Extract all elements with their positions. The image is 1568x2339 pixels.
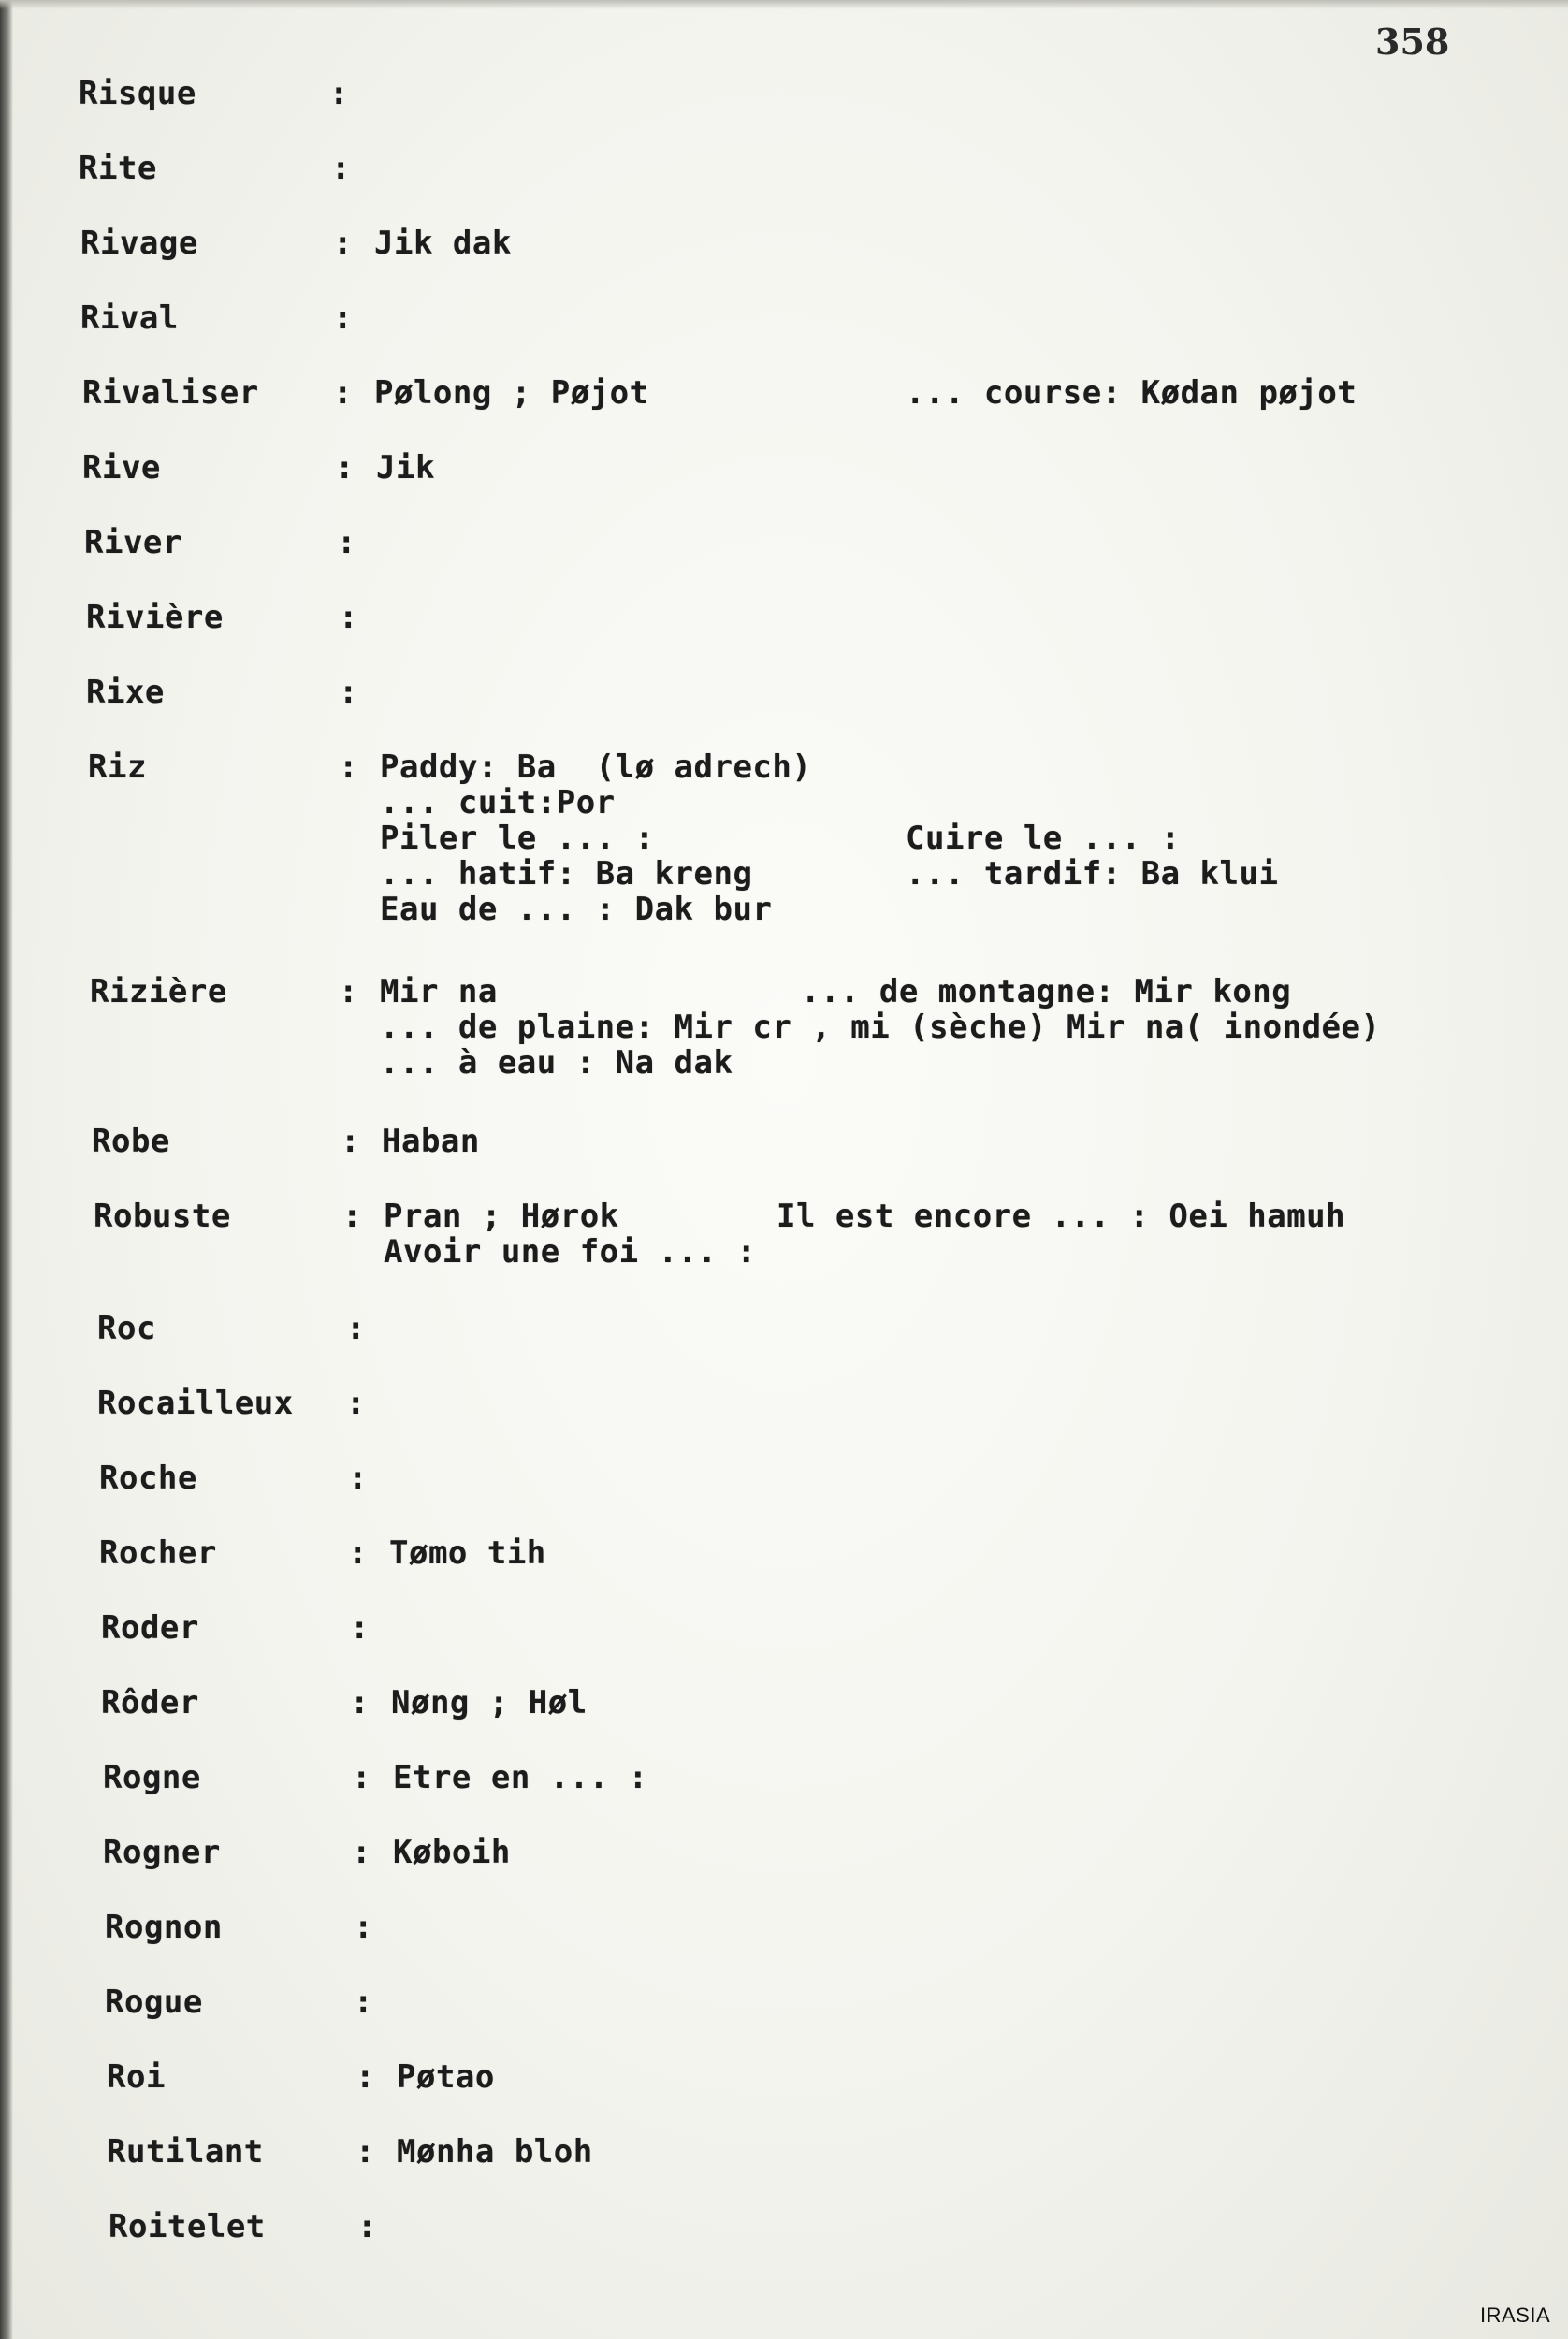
entry-headword: Roitelet xyxy=(109,2208,266,2245)
watermark: IRASIA xyxy=(1480,2303,1551,2327)
entry-headword: Rivage xyxy=(80,225,198,262)
entry-separator: : xyxy=(339,674,358,711)
entry-separator: : xyxy=(333,225,353,262)
entry-headword: Roc xyxy=(97,1310,156,1347)
entry-separator: : xyxy=(329,75,349,112)
page-top-edge xyxy=(0,0,1568,9)
entry-headword: Robuste xyxy=(94,1198,231,1235)
entry-headword: Riz xyxy=(88,748,147,786)
entry-headword: Risque xyxy=(79,75,196,112)
entry-definition-right: ... tardif: Ba klui xyxy=(906,855,1279,893)
entry-headword: Rôder xyxy=(101,1684,199,1722)
entry-separator: : xyxy=(337,524,356,561)
entry-definition: ... de plaine: Mir cr , mi (sèche) Mir na( inondée) xyxy=(380,1009,1381,1046)
entry-definition: Etre en ... : xyxy=(393,1759,648,1796)
entry-definition: Mønha bloh xyxy=(397,2133,593,2171)
entry-separator: : xyxy=(350,1609,370,1647)
entry-definition: Jik dak xyxy=(374,225,512,262)
entry-definition: Pøtao xyxy=(397,2058,495,2096)
entry-definition: Pølong ; Pøjot xyxy=(374,374,649,412)
entry-separator: : xyxy=(356,2133,375,2171)
entry-definition: Avoir une foi ... : xyxy=(384,1233,757,1271)
entry-definition-right: Il est encore ... : Oei hamuh xyxy=(777,1198,1346,1235)
entry-headword: Rognon xyxy=(105,1909,223,1946)
entry-definition-right: Cuire le ... : xyxy=(906,820,1181,857)
entry-headword: Rixe xyxy=(86,674,165,711)
entry-definition: Køboih xyxy=(393,1834,511,1871)
entry-definition: Tømo tih xyxy=(389,1534,546,1572)
entry-headword: Rival xyxy=(80,299,179,337)
entry-headword: Rive xyxy=(82,449,161,487)
entry-separator: : xyxy=(354,1983,373,2021)
entry-headword: River xyxy=(84,524,182,561)
entry-separator: : xyxy=(348,1460,368,1497)
entry-separator: : xyxy=(352,1759,371,1796)
entry-headword: Rutilant xyxy=(107,2133,264,2171)
entry-separator: : xyxy=(342,1198,362,1235)
entry-headword: Rocailleux xyxy=(97,1385,294,1422)
entry-separator: : xyxy=(350,1684,370,1722)
entry-separator: : xyxy=(333,374,353,412)
entry-definition: Piler le ... : xyxy=(380,820,655,857)
entry-definition: ... hatif: Ba kreng xyxy=(380,855,753,893)
entry-separator: : xyxy=(339,748,358,786)
entry-headword: Rite xyxy=(79,150,157,187)
entry-separator: : xyxy=(339,973,358,1010)
entry-definition-right: ... de montagne: Mir kong xyxy=(801,973,1292,1010)
entry-separator: : xyxy=(341,1123,360,1160)
entry-headword: Rivière xyxy=(86,599,224,636)
page-number: 358 xyxy=(1375,21,1450,63)
entry-separator: : xyxy=(357,2208,377,2245)
entry-separator: : xyxy=(333,299,353,337)
entry-separator: : xyxy=(356,2058,375,2096)
entry-separator: : xyxy=(348,1534,368,1572)
entry-definition: Pran ; Hørok xyxy=(384,1198,619,1235)
entry-separator: : xyxy=(339,599,358,636)
entry-headword: Robe xyxy=(92,1123,170,1160)
entry-headword: Rizière xyxy=(90,973,227,1010)
entry-headword: Rogue xyxy=(105,1983,203,2021)
entry-headword: Rogne xyxy=(103,1759,201,1796)
entry-separator: : xyxy=(352,1834,371,1871)
entry-definition: ... à eau : Na dak xyxy=(380,1044,733,1082)
entry-definition-right: ... course: Kødan pøjot xyxy=(906,374,1357,412)
entry-headword: Rocher xyxy=(99,1534,217,1572)
entry-definition: Paddy: Ba (lø adrech) xyxy=(380,748,812,786)
entry-headword: Roi xyxy=(107,2058,166,2096)
entry-separator: : xyxy=(346,1310,366,1347)
entry-headword: Roder xyxy=(101,1609,199,1647)
binding-edge xyxy=(0,0,13,2339)
entry-separator: : xyxy=(346,1385,366,1422)
entry-separator: : xyxy=(335,449,355,487)
entry-headword: Rogner xyxy=(103,1834,221,1871)
entry-separator: : xyxy=(331,150,351,187)
entry-headword: Rivaliser xyxy=(82,374,259,412)
entry-definition: Jik xyxy=(376,449,435,487)
entry-definition: Eau de ... : Dak bur xyxy=(380,891,773,928)
entry-separator: : xyxy=(354,1909,373,1946)
entry-definition: Nøng ; Høl xyxy=(391,1684,588,1722)
entry-headword: Roche xyxy=(99,1460,197,1497)
entry-definition: Mir na xyxy=(380,973,498,1010)
entry-definition: ... cuit:Por xyxy=(380,784,616,821)
entry-definition: Haban xyxy=(382,1123,480,1160)
